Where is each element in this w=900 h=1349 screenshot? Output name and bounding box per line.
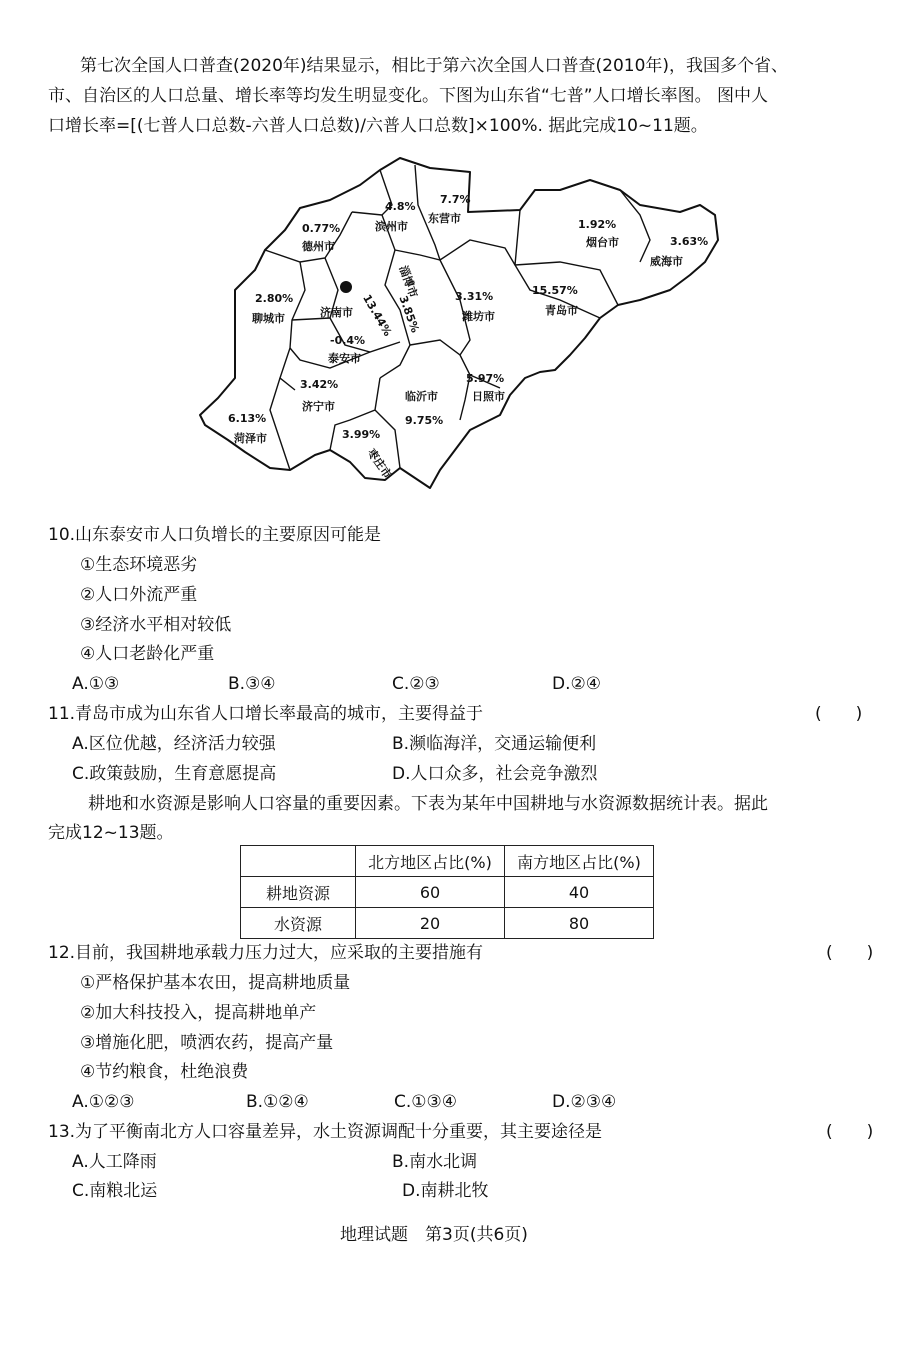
q12-item-2: ②加大科技投入，提高耕地单产 [80, 1003, 317, 1023]
table-cell: 水资源 [241, 908, 356, 939]
city-name-rizhao: 日照市 [472, 390, 505, 403]
intro2-line-2: 完成12~13题。 [48, 823, 174, 843]
q11-bracket: ( ) [815, 704, 863, 724]
q13-option-d: D.南耕北牧 [402, 1181, 489, 1201]
q12-option-d: D.②③④ [552, 1092, 617, 1112]
city-name-dezhou: 德州市 [302, 240, 335, 253]
table-header-row [241, 846, 654, 877]
q11-option-b: B.濒临海洋，交通运输便利 [392, 734, 597, 754]
q12-item-1: ①严格保护基本农田，提高耕地质量 [80, 973, 351, 993]
table-cell: 20 [356, 908, 505, 939]
table-cell: 80 [505, 908, 654, 939]
city-rate-heze: 6.13% [228, 412, 267, 425]
city-rate-dezhou: 0.77% [302, 222, 341, 235]
page-footer: 地理试题 第3页(共6页) [340, 1225, 528, 1245]
city-rate-dongying: 7.7% [440, 193, 471, 206]
q10-option-a: A.①③ [72, 674, 120, 694]
city-rate-linyi: 9.75% [405, 414, 444, 427]
table-cell: 40 [505, 877, 654, 908]
q10-item-3: ③经济水平相对较低 [80, 615, 232, 635]
jinan-capital-marker [340, 281, 352, 293]
q12-bracket: ( ) [826, 943, 874, 963]
city-name-qingdao: 青岛市 [545, 304, 578, 317]
q11-option-a: A.区位优越，经济活力较强 [72, 734, 276, 754]
intro-line-3: 口增长率=[(七普人口总数-六普人口总数)/六普人口总数]×100%. 据此完成10~11题。 [48, 116, 708, 136]
map-city-labels [228, 193, 708, 481]
q12-item-3: ③增施化肥，喷洒农药，提高产量 [80, 1033, 334, 1053]
city-name-zaozhuang: 枣庄市 [364, 446, 395, 482]
city-name-jining: 济宁市 [302, 400, 335, 413]
q12-stem: 12.目前，我国耕地承载力压力过大，应采取的主要措施有 [48, 943, 484, 963]
city-name-jinan: 济南市 [320, 306, 353, 319]
q10-option-c: C.②③ [392, 674, 440, 694]
city-name-heze: 菏泽市 [234, 432, 267, 445]
city-name-binzhou: 滨州市 [375, 220, 408, 233]
intro-line-2: 市、自治区的人口总量、增长率等均发生明显变化。下图为山东省“七普”人口增长率图。 图中人 [48, 86, 769, 106]
city-rate-jinan: 13.44% [360, 292, 395, 339]
q10-option-d: D.②④ [552, 674, 601, 694]
city-name-weihai: 威海市 [650, 255, 683, 268]
q10-stem: 10.山东泰安市人口负增长的主要原因可能是 [48, 525, 382, 545]
q13-stem: 13.为了平衡南北方人口容量差异，水土资源调配十分重要，其主要途径是 [48, 1122, 603, 1142]
resource-table [240, 845, 654, 939]
q13-option-a: A.人工降雨 [72, 1152, 157, 1172]
q13-bracket: ( ) [826, 1122, 874, 1142]
q12-option-a: A.①②③ [72, 1092, 135, 1112]
q11-option-d: D.人口众多，社会竞争激烈 [392, 764, 598, 784]
table-header-cell: 南方地区占比(%) [505, 846, 654, 877]
q12-option-b: B.①②④ [246, 1092, 309, 1112]
q12-item-4: ④节约粮食，杜绝浪费 [80, 1062, 249, 1082]
city-name-taian: 泰安市 [328, 352, 361, 365]
table-cell: 耕地资源 [241, 877, 356, 908]
shandong-population-map [190, 142, 735, 497]
city-rate-liaocheng: 2.80% [255, 292, 294, 305]
table-row [241, 877, 654, 908]
city-rate-zaozhuang: 3.99% [342, 428, 381, 441]
city-name-dongying: 东营市 [428, 212, 461, 225]
q10-item-1: ①生态环境恶劣 [80, 555, 198, 575]
city-rate-binzhou: 4.8% [385, 200, 416, 213]
city-name-yantai: 烟台市 [586, 236, 619, 249]
q13-option-b: B.南水北调 [392, 1152, 478, 1172]
city-name-zibo: 淄博市 [396, 264, 420, 300]
table-header-cell: 北方地区占比(%) [356, 846, 505, 877]
q10-item-2: ②人口外流严重 [80, 585, 198, 605]
table-cell: 60 [356, 877, 505, 908]
city-rate-rizhao: 5.97% [466, 372, 505, 385]
q10-option-b: B.③④ [228, 674, 276, 694]
q12-option-c: C.①③④ [394, 1092, 457, 1112]
city-rate-zibo: 3.85% [396, 294, 422, 335]
city-name-linyi: 临沂市 [405, 390, 438, 403]
q11-option-c: C.政策鼓励，生育意愿提高 [72, 764, 277, 784]
q13-option-c: C.南粮北运 [72, 1181, 158, 1201]
city-rate-yantai: 1.92% [578, 218, 617, 231]
intro-line-1: 第七次全国人口普查(2020年)结果显示，相比于第六次全国人口普查(2010年)，我国多个省、 [80, 56, 789, 76]
intro2-line-1: 耕地和水资源是影响人口容量的重要因素。下表为某年中国耕地与水资源数据统计表。据此 [88, 794, 768, 814]
city-rate-jining: 3.42% [300, 378, 339, 391]
q10-item-4: ④人口老龄化严重 [80, 644, 215, 664]
table-row [241, 908, 654, 939]
q11-stem: 11.青岛市成为山东省人口增长率最高的城市，主要得益于 [48, 704, 484, 724]
city-rate-weihai: 3.63% [670, 235, 709, 248]
city-name-liaocheng: 聊城市 [252, 312, 285, 325]
city-name-weifang: 潍坊市 [462, 310, 495, 323]
city-rate-taian: -0.4% [330, 334, 366, 347]
table-header-cell [241, 846, 356, 877]
city-rate-qingdao: 15.57% [532, 284, 578, 297]
city-rate-weifang: 3.31% [455, 290, 494, 303]
